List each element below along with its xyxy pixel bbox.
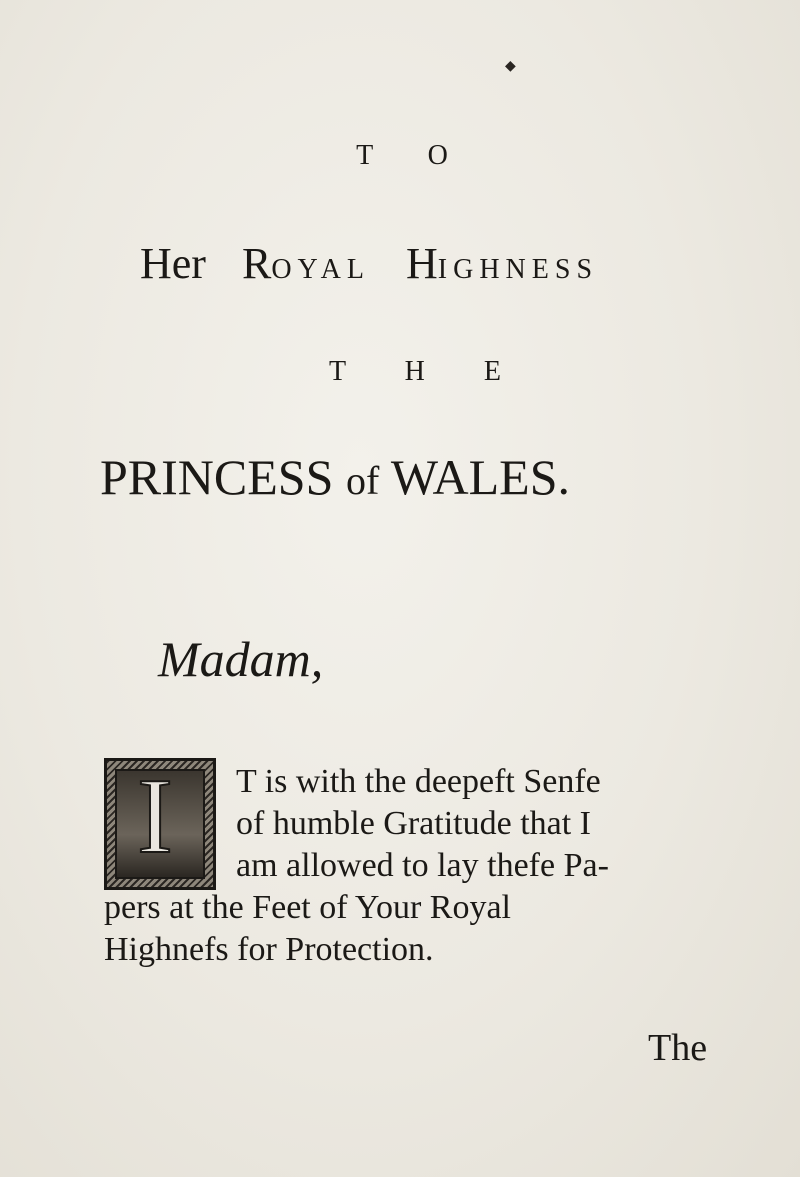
- heading-her-royal-highness: [140, 238, 598, 289]
- body-line-2: of humble Gratitude that I: [236, 805, 592, 842]
- heading-to: T O: [356, 140, 472, 171]
- heading-wales: WALES.: [390, 449, 571, 505]
- heading-of: of: [345, 458, 380, 503]
- heading-highness-rest: IGHNESS: [437, 254, 599, 285]
- show-through-texture: [150, 60, 160, 102]
- heading-princess-of-wales: [100, 448, 570, 506]
- heading-her: Her: [140, 239, 206, 288]
- body-line-1: T is with the deepeft Senfe: [236, 763, 601, 800]
- decorated-initial-icon: [104, 758, 216, 890]
- body-line-3: am allowed to lay thefe Pa-: [236, 847, 609, 884]
- body-line-4: pers at the Feet of Your Royal: [104, 889, 512, 926]
- heading-princess: PRINCESS: [100, 449, 334, 505]
- heading-royal-cap: R: [241, 239, 272, 288]
- catchword: The: [648, 1027, 708, 1069]
- body-line-5: Highnefs for Protection.: [104, 931, 434, 968]
- heading-royal-rest: OYAL: [271, 254, 370, 285]
- heading-the: T H E: [329, 356, 527, 387]
- dropcap-letter: I: [137, 757, 173, 876]
- heading-highness-cap: H: [406, 239, 438, 288]
- salutation: Madam,: [158, 631, 324, 687]
- ink-blot-icon: ◆: [505, 59, 516, 74]
